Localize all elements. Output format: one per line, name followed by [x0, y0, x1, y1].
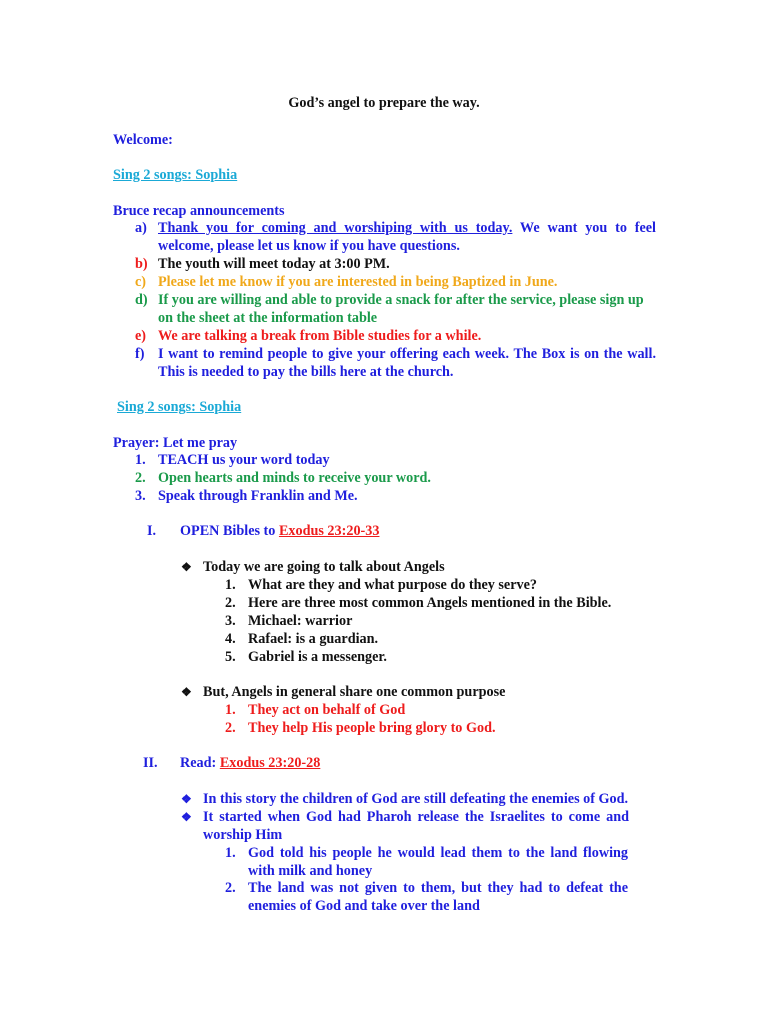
list-text: Here are three most common Angels mentioned in the Bible. — [248, 595, 612, 611]
list-text: The youth will meet today at 3:00 PM. — [158, 256, 390, 272]
list-label: 2. — [225, 720, 236, 736]
list-label: 4. — [225, 631, 236, 647]
list-label: 2. — [135, 470, 146, 486]
bullet-text: Today we are going to talk about Angels — [203, 559, 445, 575]
scripture-ref: Exodus 23:20-28 — [219, 755, 321, 771]
list-text: Thank you for coming and worshiping with us today. We want you to feel welcome, please let us know if you have questions. — [158, 220, 656, 254]
diamond-bullet-icon: ❖ — [181, 560, 192, 574]
list-text: I want to remind people to give your offering each week. The Box is on the wall. This is needed to pay the bills here at the church. — [158, 346, 656, 380]
list-label: 2. — [225, 880, 236, 896]
list-text: Michael: warrior — [248, 613, 353, 629]
section-numeral: I. — [147, 523, 157, 539]
diamond-bullet-icon: ❖ — [181, 792, 192, 806]
list-text: If you are willing and able to provide a snack for after the service, please sign up on the sheet at the information table — [158, 292, 644, 326]
list-label: 5. — [225, 649, 236, 665]
list-text: They act on behalf of God — [248, 702, 406, 718]
list-label: a) — [135, 220, 147, 236]
welcome-heading: Welcome: — [113, 132, 173, 148]
list-text: They help His people bring glory to God. — [248, 720, 496, 736]
list-label: c) — [135, 274, 147, 290]
list-text: Rafael: is a guardian. — [248, 631, 379, 647]
list-label: e) — [135, 328, 147, 344]
list-label: f) — [135, 346, 145, 362]
section-text: Read: Exodus 23:20-28 — [180, 755, 321, 771]
sing-songs-2: Sing 2 songs: Sophia — [117, 399, 242, 415]
bullet-text: But, Angels in general share one common purpose — [203, 684, 506, 700]
list-text: God told his people he would lead them to the land flowing with milk and honey — [248, 845, 628, 879]
bullet-text: In this story the children of God are still defeating the enemies of God. — [203, 791, 629, 807]
prayer-heading: Prayer: Let me pray — [113, 435, 238, 451]
list-text: The land was not given to them, but they had to defeat the enemies of God and take over the land — [248, 880, 628, 914]
list-text: We are talking a break from Bible studies for a while. — [158, 328, 482, 344]
list-text: Speak through Franklin and Me. — [158, 488, 358, 504]
document-title: God’s angel to prepare the way. — [288, 95, 480, 111]
sing-songs-1: Sing 2 songs: Sophia — [113, 167, 238, 183]
list-text: What are they and what purpose do they serve? — [248, 577, 538, 593]
section-text: OPEN Bibles to Exodus 23:20-33 — [180, 523, 380, 539]
list-label: 2. — [225, 595, 236, 611]
list-text: Open hearts and minds to receive your word. — [158, 470, 431, 486]
diamond-bullet-icon: ❖ — [181, 810, 192, 824]
list-label: 1. — [225, 845, 236, 861]
list-label: 3. — [135, 488, 146, 504]
list-text: Gabriel is a messenger. — [248, 649, 387, 665]
diamond-bullet-icon: ❖ — [181, 685, 192, 699]
list-label: d) — [135, 292, 148, 308]
section-numeral: II. — [143, 755, 158, 771]
list-label: 1. — [225, 702, 236, 718]
list-text: TEACH us your word today — [158, 452, 330, 468]
list-label: 1. — [135, 452, 146, 468]
scripture-ref: Exodus 23:20-33 — [278, 523, 380, 539]
list-text: Please let me know if you are interested in being Baptized in June. — [158, 274, 558, 290]
recap-heading: Bruce recap announcements — [113, 203, 285, 219]
list-label: b) — [135, 256, 148, 272]
bullet-text: It started when God had Pharoh release the Israelites to come and worship Him — [203, 809, 629, 843]
list-label: 1. — [225, 577, 236, 593]
list-label: 3. — [225, 613, 236, 629]
